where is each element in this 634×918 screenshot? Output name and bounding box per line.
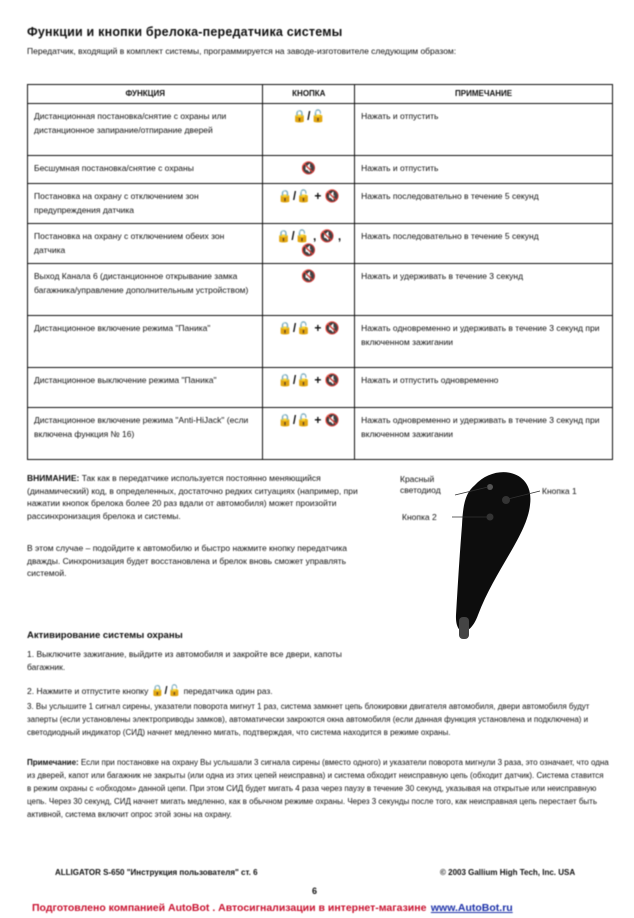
footer-promo-link[interactable]: www.AutoBot.ru xyxy=(430,902,513,914)
page-title: Функции и кнопки брелока-передатчика системы xyxy=(27,25,343,39)
activation-title: Активирование системы охраны xyxy=(27,630,183,641)
activation-step-2 xyxy=(27,684,273,698)
cell-button xyxy=(263,224,355,264)
cell-note: Нажать и отпустить xyxy=(355,156,613,184)
table-row xyxy=(28,156,613,184)
cell-button xyxy=(263,184,355,224)
cell-function: Постановка на охрану с отключением обеих зон датчика xyxy=(28,224,263,264)
fob-label-button-2: Кнопка 2 xyxy=(402,512,437,522)
warning-text-2: В этом случае – подойдите к автомобилю и быстро нажмите кнопку передатчика дважды. Синхронизация будет восстановлена и брелок вновь сможет управлять системой. xyxy=(27,543,348,578)
functions-table xyxy=(27,84,613,460)
cell-button xyxy=(263,408,355,460)
mute-icon: 🔇 xyxy=(301,161,317,175)
fob-label-button-1: Кнопка 1 xyxy=(542,486,577,496)
cell-button xyxy=(263,156,355,184)
lock-mute-mute-icon: 🔒/🔓 , 🔇 , 🔇 xyxy=(276,229,342,257)
cell-function: Бесшумная постановка/снятие с охраны xyxy=(28,156,263,184)
cell-function: Постановка на охрану с отключением зон предупреждения датчика xyxy=(28,184,263,224)
mute-icon: 🔇 xyxy=(301,269,317,283)
cell-button xyxy=(263,104,355,156)
lock-plus-mute-icon: 🔒/🔓 + 🔇 xyxy=(277,321,340,335)
activation-note xyxy=(27,756,610,821)
cell-function: Дистанционное включение режима "Anti-HiJack" (если включена функция № 16) xyxy=(28,408,263,460)
lock-plus-mute-icon: 🔒/🔓 + 🔇 xyxy=(277,189,340,203)
lock-unlock-icon: 🔒/🔓 xyxy=(292,109,326,123)
footer-left: ALLIGATOR S-650 "Инструкция пользователя" ст. 6 xyxy=(55,868,258,877)
warning-text-1: Так как в передатчике используется постоянно меняющийся (динамический) код, в определенных, достаточно редких ситуациях (например, при нажатии кнопок брелока более 20 раз вдали от автомобиля) может произойти рассинхронизация брелока и системы. xyxy=(27,473,358,521)
table-row xyxy=(28,104,613,156)
step-2-text-post: передатчика один раз. xyxy=(183,686,273,696)
activation-step-1: 1. Выключите зажигание, выйдите из автомобиля и закройте все двери, капоты багажник. xyxy=(27,649,342,672)
page-number: 6 xyxy=(312,886,318,896)
lock-unlock-icon: 🔒/🔓 xyxy=(150,685,182,697)
lock-plus-mute-icon: 🔒/🔓 + 🔇 xyxy=(277,413,340,427)
note-label: Примечание: xyxy=(27,758,79,767)
fob-ring xyxy=(459,617,469,639)
fob-label-led: Красный светодиод xyxy=(400,474,441,495)
table-header-row xyxy=(28,85,613,104)
button-1-icon xyxy=(502,496,510,504)
table-row xyxy=(28,368,613,408)
cell-note: Нажать и отпустить xyxy=(355,104,613,156)
cell-function: Дистанционное включение режима "Паника" xyxy=(28,316,263,368)
cell-button xyxy=(263,264,355,316)
cell-note: Нажать и отпустить одновременно xyxy=(355,368,613,408)
cell-note: Нажать последовательно в течение 5 секунд xyxy=(355,184,613,224)
table-row xyxy=(28,408,613,460)
cell-function: Выход Канала 6 (дистанционное открывание замка багажника/управление дополнительным устройством) xyxy=(28,264,263,316)
lock-plus-mute-icon: 🔒/🔓 + 🔇 xyxy=(277,373,340,387)
warning-label: ВНИМАНИЕ: xyxy=(27,473,80,483)
warning-paragraph xyxy=(27,472,377,522)
activation-step-3: 3. Вы услышите 1 сигнал сирены, указатели поворота мигнут 1 раз, система замкнет цепь блокировки двигателя автомобиля, двери автомобиля будут заперты (если установлены электроприводы замков), автоматически закроются окна автомобиля (если данная функция установлена и подключена) и светодиодный индикатор (СИД) начнет медленно мигать, подтверждая, что система находится в режиме охраны. xyxy=(27,702,590,737)
cell-function: Дистанционное выключение режима "Паника" xyxy=(28,368,263,408)
cell-note: Нажать и удерживать в течение 3 секунд xyxy=(355,264,613,316)
cell-button xyxy=(263,368,355,408)
col-header-note: ПРИМЕЧАНИЕ xyxy=(355,85,613,104)
col-header-function: ФУНКЦИЯ xyxy=(28,85,263,104)
footer-promo-text: Подготовлено компанией AutoBot . Автосигнализации в интернет-магазине xyxy=(32,902,427,914)
step-2-text-pre: 2. Нажмите и отпустите кнопку xyxy=(27,686,149,696)
table-row xyxy=(28,224,613,264)
table-row xyxy=(28,184,613,224)
table-row xyxy=(28,316,613,368)
intro-text: Передатчик, входящий в комплект системы, программируется на заводе-изготовителе следующим образом: xyxy=(27,46,457,56)
col-header-button: КНОПКА xyxy=(263,85,355,104)
cell-function: Дистанционная постановка/снятие с охраны или дистанционное запирание/отпирание дверей xyxy=(28,104,263,156)
footer-promo xyxy=(32,898,513,916)
cell-note: Нажать одновременно и удерживать в течение 3 секунд при включенном зажигании xyxy=(355,408,613,460)
cell-note: Нажать последовательно в течение 5 секунд xyxy=(355,224,613,264)
note-text: Если при постановке на охрану Вы услышали 3 сигнала сирены (вместо одного) и указатели поворота мигнули 3 раза, это означает, что одна из дверей, капот или багажник не закрыты (или одна из этих цепей неисправна) и система обходит неисправную цепь (обходит датчик). Система ставится в режим охраны с «обходом» данной цепи. При этом СИД будет мигать 4 раза через паузу в течение 30 секунд, указывая на открытые или неисправную цепь. Через 30 секунд, СИД начнет мигать медленно, как в обычном режиме охраны. Через 3 секунды после того, как неисправная цепь перестает быть активной, система включит опрос этой зоны на охрану. xyxy=(27,758,609,819)
footer-right: © 2003 Gallium High Tech, Inc. USA xyxy=(440,868,576,877)
cell-button xyxy=(263,316,355,368)
table-row xyxy=(28,264,613,316)
cell-note: Нажать одновременно и удерживать в течение 3 секунд при включенном зажигании xyxy=(355,316,613,368)
